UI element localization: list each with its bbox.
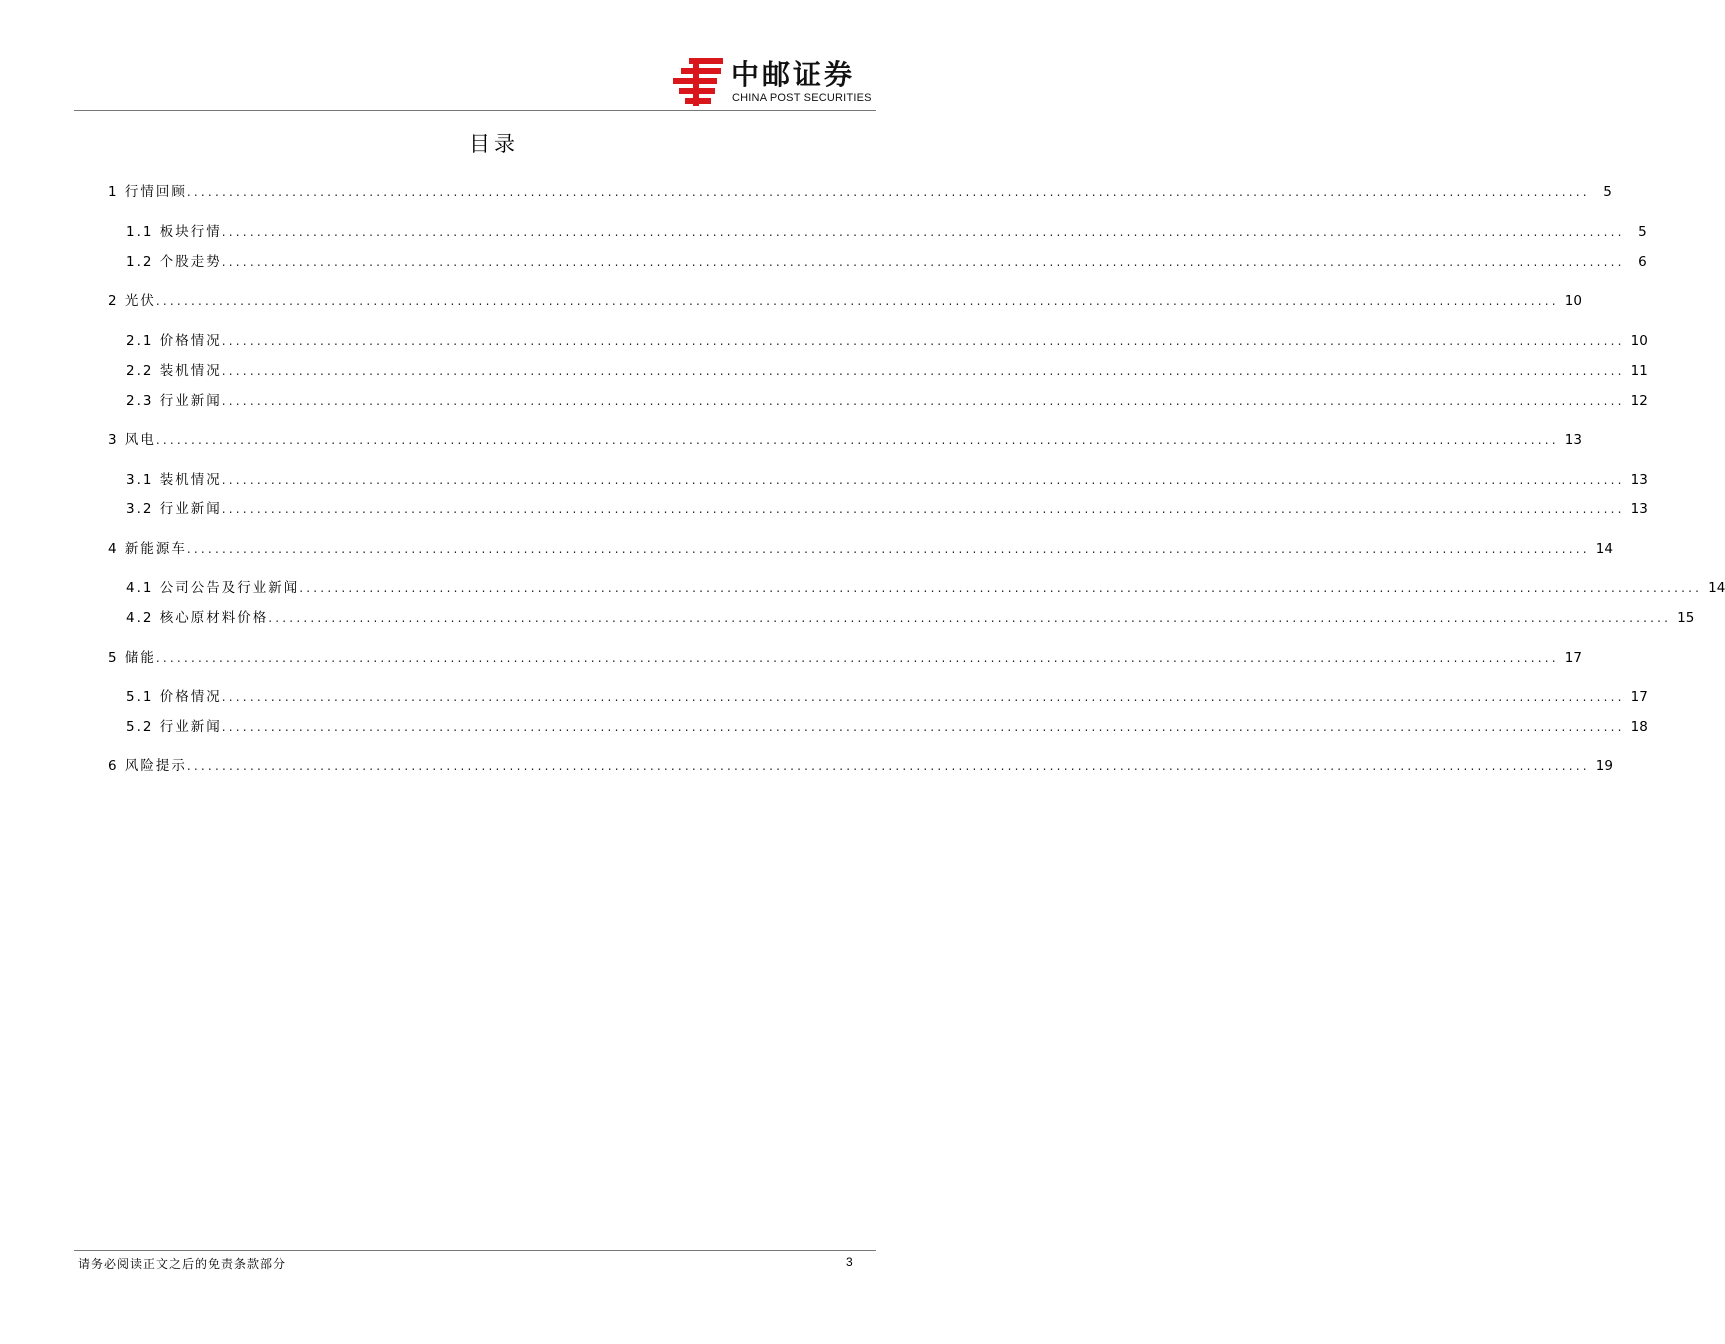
toc-entry-page: 17 — [1564, 650, 1582, 666]
toc-entry[interactable] — [108, 539, 1613, 559]
toc-entry[interactable] — [108, 648, 1582, 668]
toc-entry[interactable] — [126, 608, 1695, 628]
toc-entry[interactable] — [126, 361, 1648, 381]
toc-dot-leader: ........................................................................................................................................................................................................ — [155, 651, 1559, 665]
toc-entry-page: 5 — [1603, 184, 1612, 200]
toc-entry[interactable] — [126, 252, 1647, 272]
toc-dot-leader: ........................................................................................................................................................................................................ — [221, 225, 1625, 239]
toc-dot-leader: ........................................................................................................................................................................................................ — [268, 611, 1672, 625]
header-divider — [74, 110, 876, 111]
toc-entry[interactable] — [126, 578, 1725, 598]
toc-title: 目录 — [469, 132, 519, 156]
toc-entry[interactable] — [126, 391, 1648, 411]
toc-entry-label: 4 新能源车 — [108, 541, 187, 557]
toc-entry-label: 3 风电 — [108, 432, 156, 448]
toc-dot-leader: ........................................................................................................................................................................................................ — [299, 581, 1703, 595]
toc-entry[interactable] — [108, 291, 1582, 311]
toc-entry-label: 2.3 行业新闻 — [126, 393, 222, 409]
toc-entry[interactable] — [108, 756, 1613, 776]
toc-entry-label: 5.2 行业新闻 — [126, 719, 222, 735]
toc-entry-page: 11 — [1630, 363, 1648, 379]
brand-name-english: CHINA POST SECURITIES — [732, 92, 872, 104]
toc-dot-leader: ........................................................................................................................................................................................................ — [221, 473, 1625, 487]
toc-entry-label: 4.2 核心原材料价格 — [126, 610, 269, 626]
toc-entry[interactable] — [126, 222, 1647, 242]
toc-dot-leader: ........................................................................................................................................................................................................ — [221, 364, 1625, 378]
toc-dot-leader: ........................................................................................................................................................................................................ — [221, 394, 1625, 408]
china-post-logo-icon — [671, 56, 725, 108]
toc-dot-leader: ........................................................................................................................................................................................................ — [221, 690, 1625, 704]
toc-entry-label: 2.1 价格情况 — [126, 333, 222, 349]
toc-dot-leader: ........................................................................................................................................................................................................ — [186, 759, 1590, 773]
toc-entry-label: 1 行情回顾 — [108, 184, 187, 200]
toc-entry-label: 1.2 个股走势 — [126, 254, 222, 270]
toc-entry-label: 6 风险提示 — [108, 758, 187, 774]
toc-dot-leader: ........................................................................................................................................................................................................ — [186, 185, 1590, 199]
toc-entry-label: 3.1 装机情况 — [126, 472, 222, 488]
toc-entry[interactable] — [126, 687, 1648, 707]
toc-entry-page: 17 — [1630, 689, 1648, 705]
toc-entry-label: 4.1 公司公告及行业新闻 — [126, 580, 300, 596]
brand-name-chinese: 中邮证券 — [731, 58, 856, 91]
toc-entry-page: 18 — [1630, 719, 1648, 735]
toc-entry-page: 5 — [1638, 224, 1647, 240]
toc-dot-leader: ........................................................................................................................................................................................................ — [221, 255, 1625, 269]
toc-entry-page: 6 — [1638, 254, 1647, 270]
toc-entry-page: 13 — [1630, 472, 1648, 488]
toc-entry-page: 15 — [1677, 610, 1695, 626]
footer-divider — [74, 1250, 876, 1251]
toc-entry-page: 10 — [1564, 293, 1582, 309]
toc-entry-page: 13 — [1630, 501, 1648, 517]
toc-entry-label: 1.1 板块行情 — [126, 224, 222, 240]
toc-entry-label: 5.1 价格情况 — [126, 689, 222, 705]
toc-entry[interactable] — [108, 430, 1582, 450]
toc-entry[interactable] — [126, 331, 1648, 351]
footer-disclaimer: 请务必阅读正文之后的免责条款部分 — [78, 1257, 287, 1271]
toc-dot-leader: ........................................................................................................................................................................................................ — [186, 542, 1590, 556]
toc-entry-page: 12 — [1630, 393, 1648, 409]
toc-entry[interactable] — [126, 499, 1648, 519]
toc-entry-label: 5 储能 — [108, 650, 156, 666]
toc-dot-leader: ........................................................................................................................................................................................................ — [155, 294, 1559, 308]
toc-entry-label: 2 光伏 — [108, 293, 156, 309]
toc-dot-leader: ........................................................................................................................................................................................................ — [221, 502, 1625, 516]
footer-page-number: 3 — [846, 1255, 853, 1269]
toc-entry-page: 14 — [1708, 580, 1725, 596]
toc-entry-label: 2.2 装机情况 — [126, 363, 222, 379]
toc-entry-page: 19 — [1595, 758, 1613, 774]
toc-dot-leader: ........................................................................................................................................................................................................ — [221, 334, 1625, 348]
toc-entry[interactable] — [126, 717, 1648, 737]
toc-entry-label: 3.2 行业新闻 — [126, 501, 222, 517]
toc-entry-page: 13 — [1564, 432, 1582, 448]
company-logo — [671, 56, 876, 108]
toc-entry[interactable] — [108, 182, 1612, 202]
toc-dot-leader: ........................................................................................................................................................................................................ — [155, 433, 1559, 447]
toc-dot-leader: ........................................................................................................................................................................................................ — [221, 720, 1625, 734]
toc-entry[interactable] — [126, 470, 1648, 490]
toc-entry-page: 14 — [1595, 541, 1613, 557]
toc-entry-page: 10 — [1630, 333, 1648, 349]
